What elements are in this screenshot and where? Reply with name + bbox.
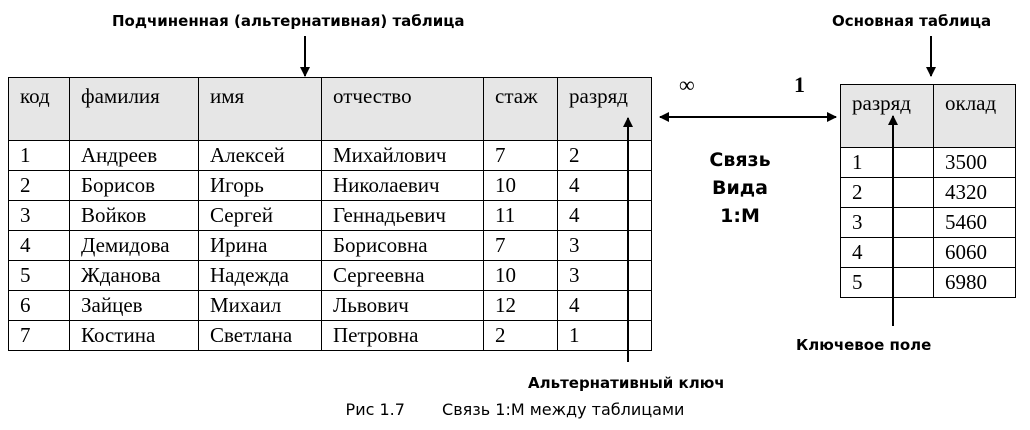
header-cell-stazh: стаж <box>484 78 558 141</box>
main-header-cell-oklad: оклад <box>934 85 1016 148</box>
table-cell: 2 <box>558 141 652 171</box>
table-cell: Сергеевна <box>322 261 484 291</box>
table-cell: 1 <box>841 148 934 178</box>
table-cell: 4 <box>558 171 652 201</box>
table-cell: Михайлович <box>322 141 484 171</box>
table-cell: 7 <box>484 231 558 261</box>
table-cell: 3 <box>841 208 934 238</box>
table-cell: Львович <box>322 291 484 321</box>
table-cell: Зайцев <box>70 291 199 321</box>
table-cell: Жданова <box>70 261 199 291</box>
relation-line-2: Вида <box>712 177 768 199</box>
table-cell: 10 <box>484 171 558 201</box>
table-cell: 4 <box>841 238 934 268</box>
table-cell: Ирина <box>199 231 322 261</box>
table-cell: Петровна <box>322 321 484 351</box>
table-cell: Николаевич <box>322 171 484 201</box>
table-cell: Алексей <box>199 141 322 171</box>
table-cell: Борисовна <box>322 231 484 261</box>
header-cell-imya: имя <box>199 78 322 141</box>
key-field-caption: Ключевое поле <box>796 336 932 354</box>
table-cell: 4 <box>9 231 70 261</box>
table-cell: Светлана <box>199 321 322 351</box>
main-table-caption: Основная таблица <box>832 12 992 30</box>
table-cell: 12 <box>484 291 558 321</box>
table-cell: 1 <box>9 141 70 171</box>
table-cell: Борисов <box>70 171 199 201</box>
table-cell: Михаил <box>199 291 322 321</box>
table-cell: Сергей <box>199 201 322 231</box>
table-cell: 10 <box>484 261 558 291</box>
table-cell: 4 <box>558 201 652 231</box>
table-cell: Геннадьевич <box>322 201 484 231</box>
table-cell: 5460 <box>934 208 1016 238</box>
header-cell-razryad: разряд <box>558 78 652 141</box>
alternative-key-caption: Альтернативный ключ <box>528 374 725 392</box>
table-cell: 4 <box>558 291 652 321</box>
infinity-symbol: ∞ <box>679 72 695 97</box>
relation-line-3: 1:М <box>720 205 760 227</box>
table-cell: 7 <box>9 321 70 351</box>
table-cell: 7 <box>484 141 558 171</box>
table-cell: 6980 <box>934 268 1016 298</box>
table-cell: Игорь <box>199 171 322 201</box>
table-cell: 5 <box>9 261 70 291</box>
table-cell: 1 <box>558 321 652 351</box>
table-cell: 5 <box>841 268 934 298</box>
figure-title: Связь 1:М между таблицами <box>442 400 685 419</box>
figure-number: Рис 1.7 <box>345 400 405 419</box>
table-cell: 6 <box>9 291 70 321</box>
table-cell: 2 <box>484 321 558 351</box>
table-cell: Андреев <box>70 141 199 171</box>
relation-line-1: Связь <box>709 149 771 171</box>
table-cell: 2 <box>9 171 70 201</box>
table-cell: 6060 <box>934 238 1016 268</box>
table-cell: 2 <box>841 178 934 208</box>
figure-caption <box>0 400 1030 419</box>
table-cell: 3500 <box>934 148 1016 178</box>
main-header-cell-razryad: разряд <box>841 85 934 148</box>
table-cell: 4320 <box>934 178 1016 208</box>
table-cell: Войков <box>70 201 199 231</box>
subordinate-table-caption: Подчиненная (альтернативная) таблица <box>112 12 465 30</box>
table-cell: Демидова <box>70 231 199 261</box>
table-cell: 3 <box>558 231 652 261</box>
table-cell: Надежда <box>199 261 322 291</box>
table-cell: 11 <box>484 201 558 231</box>
header-cell-otchestvo: отчество <box>322 78 484 141</box>
table-cell: 3 <box>9 201 70 231</box>
header-cell-kod: код <box>9 78 70 141</box>
table-cell: 3 <box>558 261 652 291</box>
header-cell-familiya: фамилия <box>70 78 199 141</box>
table-cell: Костина <box>70 321 199 351</box>
one-symbol: 1 <box>794 72 805 97</box>
